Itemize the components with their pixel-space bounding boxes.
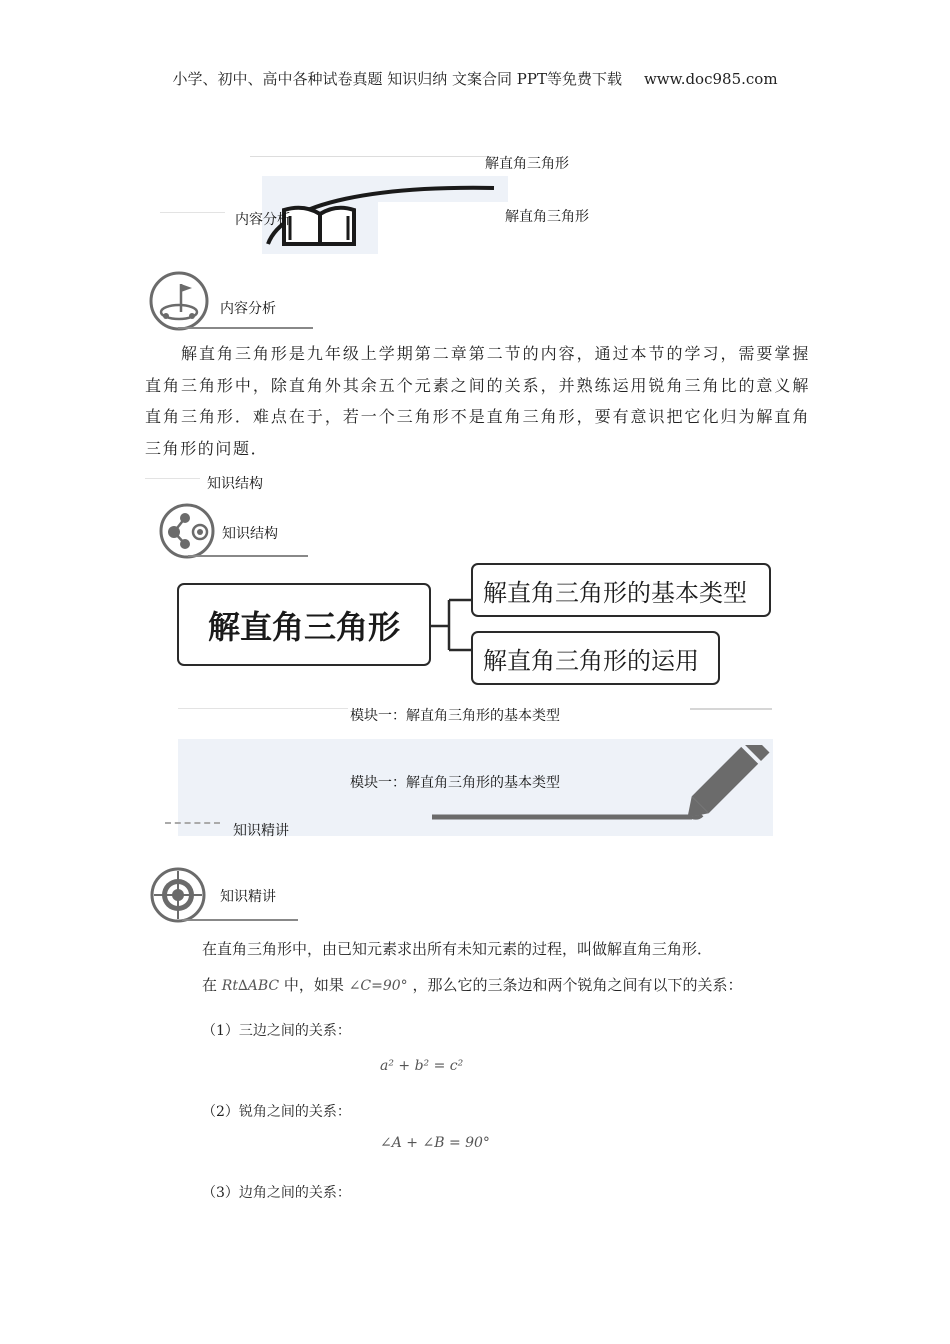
mindmap-connector [431,588,476,660]
module1-sub-dashes [165,822,220,824]
banner-title-side: 解直角三角形 [505,209,589,225]
ks-small-rule [145,478,200,479]
module1-rule-left [178,708,348,709]
relation-3-label: （3）边角之间的关系： [202,1185,351,1201]
lecture-line-2-mid: 中，如果 [283,976,344,994]
lecture-heading: 知识精讲 [220,889,276,905]
relation-2-formula: ∠A + ∠B = 90° [380,1135,490,1151]
banner-left-rule [160,212,225,213]
mindmap-branch-2 [471,631,720,685]
page-header [0,68,950,89]
content-analysis-rule [178,327,313,329]
module1-rule-right [690,708,772,710]
ks-heading: 知识结构 [222,526,278,542]
lecture-line-2-prefix: 在 [202,976,218,994]
banner-tag: 内容分析 [235,212,291,228]
compass-target-icon [148,270,214,332]
network-icon [158,502,218,560]
relation-1-formula: a² + b² = c² [380,1058,464,1074]
ks-heading-rule [188,555,308,557]
mindmap-main-label: 解直角三角形 [207,607,400,646]
module1-banner-title: 模块一：解直角三角形的基本类型 [350,775,560,791]
mindmap-branch-2-label: 解直角三角形的运用 [483,646,699,675]
ks-small-label: 知识结构 [207,476,263,492]
lecture-line-2-suffix: ，那么它的三条边和两个锐角之间有以下的关系： [412,976,743,994]
relation-2-label: （2）锐角之间的关系： [202,1104,351,1120]
banner-top-rule [250,156,495,157]
lecture-line-2 [202,974,742,995]
module1-sub-label: 知识精讲 [233,823,289,839]
banner-title-top: 解直角三角形 [485,156,569,172]
header-url[interactable]: www.doc985.com [643,70,778,88]
pencil-icon [430,745,770,825]
mindmap-branch-1 [471,563,771,617]
triangle-notation: Rt∆ABC [221,978,280,994]
module1-title-above: 模块一：解直角三角形的基本类型 [350,708,560,724]
lecture-line-1: 在直角三角形中，由已知元素求出所有未知元素的过程，叫做解直角三角形． [202,940,713,958]
mindmap-branch-1-label: 解直角三角形的基本类型 [483,578,747,607]
content-analysis-heading: 内容分析 [220,301,276,317]
mindmap-main-node [177,583,431,666]
top-banner [160,150,620,260]
lecture-heading-rule [182,919,298,921]
angle-notation: ∠C=90° [348,978,408,994]
header-text: 小学、初中、高中各种试卷真题 知识归纳 文案合同 PPT等免费下载 [172,70,622,88]
content-analysis-paragraph: 解直角三角形是九年级上学期第二章第二节的内容，通过本节的学习，需要掌握直角三角形中，除直角外其余五个元素之间的关系，并熟练运用锐角三角比的意义解直角三角形．难点在于，若一个三角形不是直角三角形，要有意识把它化归为解直角三角形的问题． [145,344,810,458]
target-icon [150,867,212,925]
relation-1-label: （1）三边之间的关系： [202,1023,351,1039]
